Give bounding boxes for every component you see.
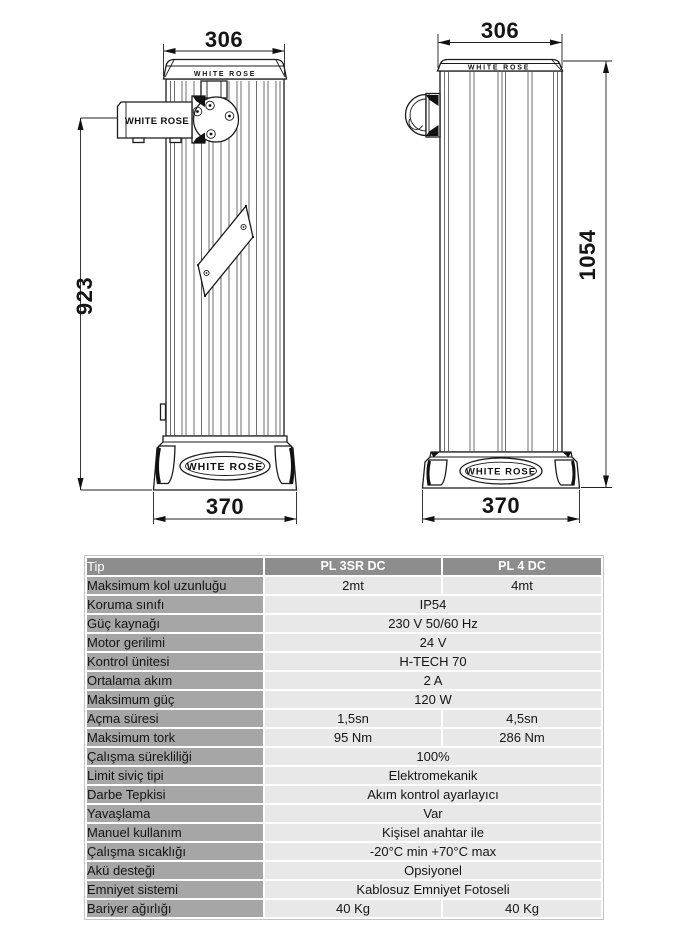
spec-row-value: IP54 [265, 596, 601, 613]
spec-row-value: Opsiyonel [265, 862, 601, 879]
spec-row [87, 881, 601, 898]
spec-row-value: 24 V [265, 634, 601, 651]
spec-table-body [87, 558, 601, 917]
side-arm-bracket [406, 94, 441, 138]
spec-row [87, 748, 601, 765]
front-cap-brand-text: WHITE ROSE [193, 71, 257, 78]
spec-row-label: Koruma sınıfı [87, 596, 263, 613]
spec-row-label: Çalışma sıcaklığı [87, 843, 263, 860]
spec-row-value: Kişisel anahtar ile [265, 824, 601, 841]
spec-row-value: 100% [265, 748, 601, 765]
spec-row [87, 710, 601, 727]
spec-row [87, 767, 601, 784]
spec-row-value: 230 V 50/60 Hz [265, 615, 601, 632]
spec-row-label: Emniyet sistemi [87, 881, 263, 898]
side-dim-base-width [423, 490, 580, 523]
front-dim-height [72, 118, 152, 490]
spec-row-value-col1: 1,5sn [265, 710, 441, 727]
spec-header-model-1: PL 3SR DC [265, 558, 441, 575]
spec-row [87, 900, 601, 917]
spec-row-value-col2: 40 Kg [443, 900, 601, 917]
side-base-brand-text: WHITE ROSE [465, 466, 537, 478]
side-post-body [440, 71, 562, 452]
front-side-notch [161, 404, 166, 420]
side-dim-height-label: 1054 [575, 229, 600, 281]
front-dim-base-width [154, 492, 297, 524]
spec-row [87, 634, 601, 651]
spec-row-value-col2: 4mt [443, 577, 601, 594]
spec-row [87, 577, 601, 594]
spec-header-type: Tip [87, 558, 263, 575]
spec-row-value-col2: 4,5sn [443, 710, 601, 727]
spec-row-value: -20°C min +70°C max [265, 843, 601, 860]
spec-row-label: Güç kaynağı [87, 615, 263, 632]
side-cap-brand-text: WHITE ROSE [467, 64, 531, 72]
spec-row-label: Açma süresi [87, 710, 263, 727]
spec-header-model-2: PL 4 DC [443, 558, 601, 575]
front-arm-brand-text: WHITE ROSE [124, 116, 190, 127]
spec-row [87, 729, 601, 746]
spec-row-label: Kontrol ünitesi [87, 653, 263, 670]
spec-row [87, 672, 601, 689]
front-arm-foot [170, 138, 181, 143]
spec-row-value-col1: 40 Kg [265, 900, 441, 917]
side-dim-width-label: 306 [480, 18, 520, 43]
side-view-drawing [406, 18, 613, 523]
front-dim-base-width-label: 370 [205, 494, 245, 519]
side-dim-height [563, 61, 612, 488]
spec-row [87, 786, 601, 803]
front-arm-foot [133, 138, 144, 143]
front-view-drawing [72, 27, 297, 524]
spec-row-label: Akü desteği [87, 862, 263, 879]
spec-row-value: H-TECH 70 [265, 653, 601, 670]
spec-row-value-col2: 286 Nm [443, 729, 601, 746]
spec-row-label: Manuel kullanım [87, 824, 263, 841]
spec-row [87, 615, 601, 632]
spec-row-label: Bariyer ağırlığı [87, 900, 263, 917]
spec-row-label: Maksimum güç [87, 691, 263, 708]
spec-row [87, 653, 601, 670]
spec-table-container [84, 555, 604, 920]
spec-row [87, 824, 601, 841]
front-base-brand-text: WHITE ROSE [186, 461, 264, 473]
spec-row [87, 843, 601, 860]
spec-row-value: Var [265, 805, 601, 822]
spec-row-label: Yavaşlama [87, 805, 263, 822]
spec-row-value: 2 A [265, 672, 601, 689]
front-dim-height-label: 923 [72, 276, 97, 316]
spec-row-label: Çalışma sürekliliği [87, 748, 263, 765]
spec-header-row [87, 558, 601, 575]
spec-row [87, 596, 601, 613]
spec-row-value: Kablosuz Emniyet Fotoseli [265, 881, 601, 898]
spec-row [87, 691, 601, 708]
spec-table [85, 556, 603, 919]
spec-row-value-col1: 2mt [265, 577, 441, 594]
side-dim-base-width-label: 370 [481, 493, 521, 518]
spec-row [87, 862, 601, 879]
spec-row-label: Ortalama akım [87, 672, 263, 689]
spec-row-value: Akım kontrol ayarlayıcı [265, 786, 601, 803]
spec-row [87, 805, 601, 822]
spec-row-label: Limit siviç tipi [87, 767, 263, 784]
spec-row-label: Motor gerilimi [87, 634, 263, 651]
spec-row-value-col1: 95 Nm [265, 729, 441, 746]
spec-row-label: Darbe Tepkisi [87, 786, 263, 803]
spec-row-label: Maksimum kol uzunluğu [87, 577, 263, 594]
spec-row-value: Elektromekanik [265, 767, 601, 784]
front-dim-width-label: 306 [204, 27, 244, 52]
spec-row-label: Maksimum tork [87, 729, 263, 746]
spec-row-value: 120 W [265, 691, 601, 708]
